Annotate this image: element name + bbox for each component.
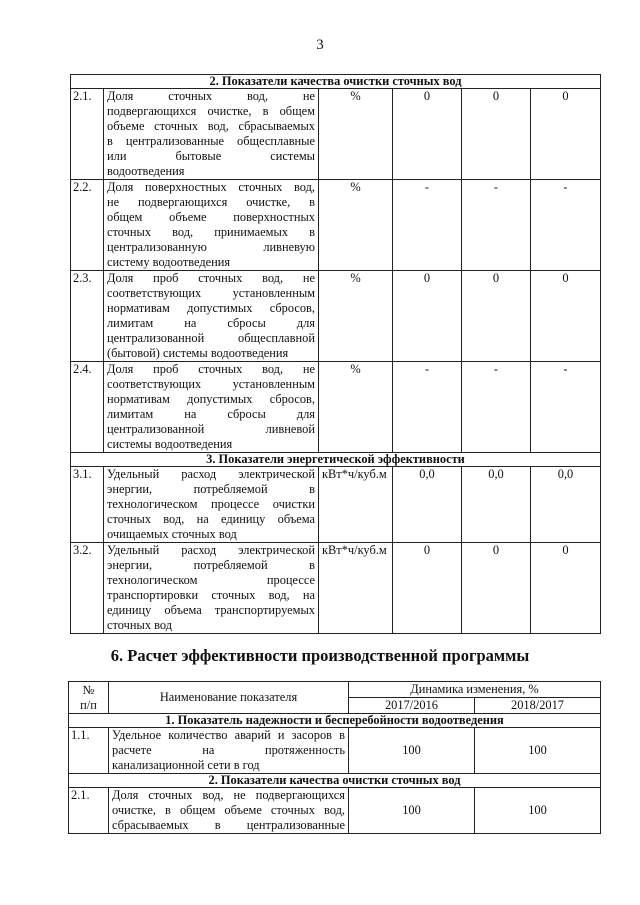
- table-row: [71, 543, 601, 634]
- indicator-name: [109, 788, 349, 834]
- indicator-name-line: канализационной сети в год: [112, 758, 260, 772]
- unit-cell: кВт*ч/куб.м: [319, 467, 393, 543]
- table-row: [71, 180, 601, 271]
- header-dynamics: Динамика изменения, %: [349, 682, 601, 698]
- section-title: 3. Показатели энергетической эффективности: [71, 453, 601, 467]
- indicator-name-line: энергии, потребляемой в: [107, 482, 315, 496]
- unit-cell: %: [319, 89, 393, 180]
- indicator-name: [109, 728, 349, 774]
- indicator-name-line: Удельный расход электрической: [107, 467, 315, 481]
- section-title: 2. Показатели качества очистки сточных вод: [71, 75, 601, 89]
- value-cell: 100: [475, 788, 601, 834]
- indicator-name: [104, 362, 319, 453]
- indicator-name-line: централизованную ливневую: [107, 240, 315, 254]
- table-row: [71, 362, 601, 453]
- value-cell: 0: [462, 271, 531, 362]
- value-cell: 0: [531, 271, 601, 362]
- value-cell: 0,0: [462, 467, 531, 543]
- value-cell: -: [531, 362, 601, 453]
- indicator-name-line: объеме сточных вод, сбрасываемых: [107, 119, 315, 133]
- indicator-name-line: лимитам на сбросы для: [107, 316, 315, 330]
- indicators-table: [70, 74, 601, 634]
- value-cell: 0: [531, 89, 601, 180]
- indicator-name-line: нормативам допустимых сбросов,: [107, 301, 315, 315]
- row-number: 2.3.: [71, 271, 104, 362]
- value-cell: 0,0: [531, 467, 601, 543]
- indicator-name-line: Доля проб сточных вод, не: [107, 362, 315, 376]
- indicator-name-line: централизованной общесплавной: [107, 331, 315, 345]
- indicator-name-line: нормативам допустимых сбросов,: [107, 392, 315, 406]
- section-title: 1. Показатель надежности и бесперебойности водоотведения: [69, 714, 601, 728]
- header-num-line2: п/п: [80, 697, 97, 712]
- header-col-2018: 2018/2017: [475, 698, 601, 714]
- row-number: 2.4.: [71, 362, 104, 453]
- indicator-name: [104, 543, 319, 634]
- indicator-name-line: расчете на протяженность: [112, 743, 345, 757]
- indicator-name-line: в централизованные общесплавные: [107, 134, 315, 148]
- indicator-name: [104, 467, 319, 543]
- indicator-name-line: Доля сточных вод, не: [107, 89, 315, 103]
- section-header-row: [69, 774, 601, 788]
- indicator-name-line: или бытовые системы: [107, 149, 315, 163]
- unit-cell: %: [319, 362, 393, 453]
- row-number: 2.2.: [71, 180, 104, 271]
- value-cell: 0: [531, 543, 601, 634]
- indicator-name-line: энергии, потребляемой в: [107, 558, 315, 572]
- value-cell: 100: [349, 788, 475, 834]
- section-header-row: [71, 75, 601, 89]
- indicator-name-line: очистке, в общем объеме сточных вод,: [112, 803, 345, 817]
- indicator-name-line: (бытовой) системы водоотведения: [107, 346, 289, 360]
- indicator-name-line: Удельный расход электрической: [107, 543, 315, 557]
- indicator-name-line: соответствующих установленным: [107, 377, 315, 391]
- indicator-name-line: Доля поверхностных сточных вод,: [107, 180, 315, 194]
- indicator-name-line: соответствующих установленным: [107, 286, 315, 300]
- table-row: [71, 89, 601, 180]
- header-num-line1: №: [82, 682, 95, 697]
- header-col-2017: 2017/2016: [349, 698, 475, 714]
- indicator-name-line: технологическом процессе очистки: [107, 497, 315, 511]
- header-row: [69, 682, 601, 698]
- table-row: [69, 728, 601, 774]
- indicator-name: [104, 180, 319, 271]
- value-cell: -: [531, 180, 601, 271]
- indicator-name: [104, 271, 319, 362]
- header-name: Наименование показателя: [109, 682, 349, 714]
- indicator-name-line: системы водоотведения: [107, 437, 233, 451]
- header-num: [69, 682, 109, 714]
- row-number: 1.1.: [69, 728, 109, 774]
- indicator-name-line: общем объеме поверхностных: [107, 210, 315, 224]
- efficiency-table: [68, 681, 601, 834]
- value-cell: 0: [462, 543, 531, 634]
- value-cell: -: [462, 180, 531, 271]
- section-header-row: [69, 714, 601, 728]
- value-cell: 0: [393, 89, 462, 180]
- indicator-name-line: подвергающихся очистке, в общем: [107, 104, 315, 118]
- indicator-name-line: Доля сточных вод, не подвергающихся: [112, 788, 345, 802]
- value-cell: 0: [393, 271, 462, 362]
- indicator-name-line: транспортировки сточных вод, на: [107, 588, 315, 602]
- section-header-row: [71, 453, 601, 467]
- indicator-name-line: сточных вод, на единицу объема: [107, 512, 315, 526]
- indicator-name-line: централизованной ливневой: [107, 422, 315, 436]
- unit-cell: %: [319, 180, 393, 271]
- table-row: [71, 271, 601, 362]
- indicator-name-line: не подвергающихся очистке, в: [107, 195, 315, 209]
- value-cell: -: [393, 362, 462, 453]
- value-cell: 0,0: [393, 467, 462, 543]
- page-number: 3: [316, 37, 324, 53]
- indicator-name-line: сточных вод, принимаемых в: [107, 225, 315, 239]
- section-6-title: 6. Расчет эффективности производственной программы: [110, 646, 530, 665]
- unit-cell: %: [319, 271, 393, 362]
- value-cell: 0: [393, 543, 462, 634]
- indicator-name-line: сбрасываемых в централизованные: [112, 818, 345, 832]
- indicator-name-line: систему водоотведения: [107, 255, 231, 269]
- indicator-name-line: очищаемых сточных вод: [107, 527, 237, 541]
- indicator-name-line: технологическом процессе: [107, 573, 315, 587]
- indicator-name-line: единицу объема транспортируемых: [107, 603, 315, 617]
- value-cell: -: [393, 180, 462, 271]
- row-number: 3.1.: [71, 467, 104, 543]
- row-number: 2.1.: [71, 89, 104, 180]
- indicator-name-line: Удельное количество аварий и засоров в: [112, 728, 345, 742]
- unit-cell: кВт*ч/куб.м: [319, 543, 393, 634]
- section-title: 2. Показатели качества очистки сточных вод: [69, 774, 601, 788]
- row-number: 3.2.: [71, 543, 104, 634]
- table-row: [69, 788, 601, 834]
- row-number: 2.1.: [69, 788, 109, 834]
- value-cell: 100: [349, 728, 475, 774]
- indicator-name-line: Доля проб сточных вод, не: [107, 271, 315, 285]
- indicator-name-line: лимитам на сбросы для: [107, 407, 315, 421]
- indicator-name-line: водоотведения: [107, 164, 185, 178]
- indicator-name-line: сточных вод: [107, 618, 173, 632]
- value-cell: 0: [462, 89, 531, 180]
- value-cell: 100: [475, 728, 601, 774]
- indicator-name: [104, 89, 319, 180]
- value-cell: -: [462, 362, 531, 453]
- table-row: [71, 467, 601, 543]
